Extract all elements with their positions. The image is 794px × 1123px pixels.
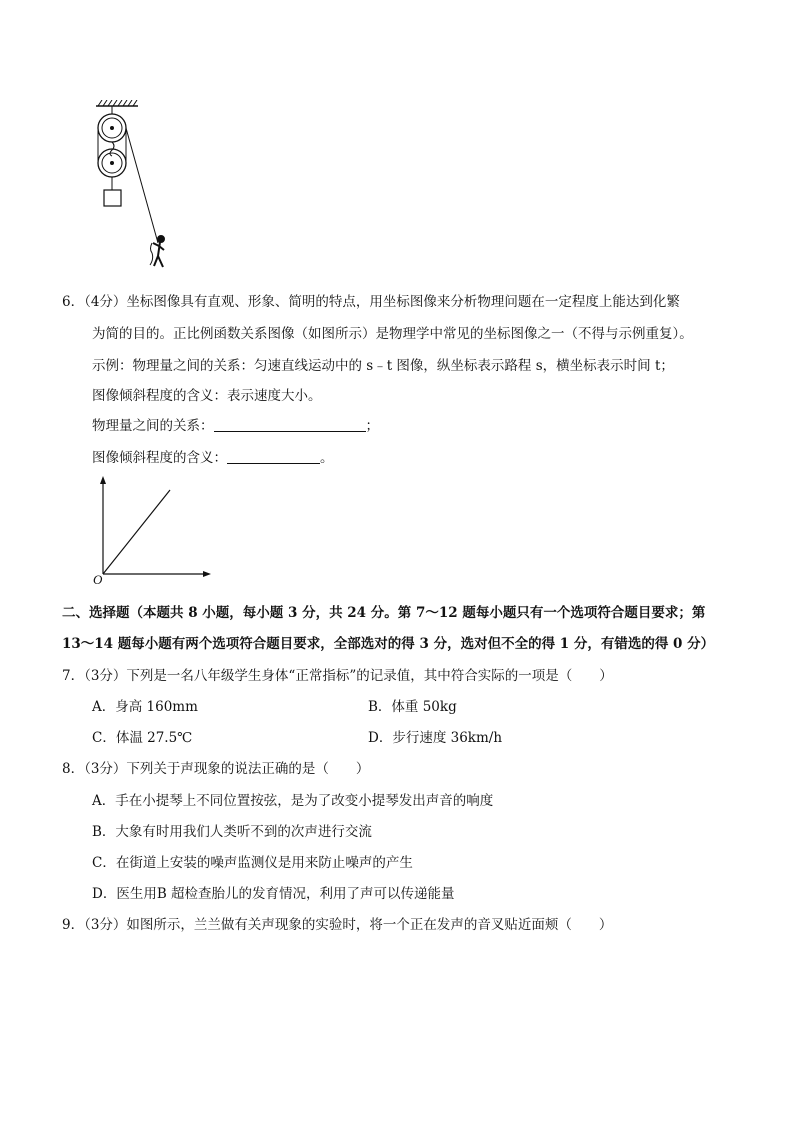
q6-answer-blank-2[interactable] — [227, 449, 320, 464]
proportional-graph — [92, 474, 217, 586]
ceiling-hatch — [98, 100, 137, 106]
y-axis-arrow — [100, 476, 106, 484]
x-axis-arrow — [203, 571, 211, 577]
q8-option-c[interactable]: C．在街道上安装的噪声监测仪是用来防止噪声的产生 — [92, 855, 413, 871]
origin-label: O — [93, 572, 103, 586]
section2-title-line1: 二、选择题（本题共 8 小题，每小题 3 分，共 24 分。第 7～12 题每小题只有一个选项符合题目要求；第 — [62, 605, 706, 621]
section2-title-line2: 13～14 题每小题有两个选项符合题目要求，全部选对的得 3 分，选对但不全的得 1 分，有错选的得 0 分） — [62, 636, 715, 652]
q7-option-b[interactable]: B．体重 50kg — [368, 699, 457, 715]
q9-stem: 9．（3分）如图所示，兰兰做有关声现象的实验时，将一个正在发声的音叉贴近面颊（ ） — [62, 917, 613, 933]
weight-block — [104, 190, 121, 206]
q6-answer-blank-1[interactable] — [214, 417, 366, 432]
q7-option-a[interactable]: A．身高 160mm — [92, 699, 198, 715]
q7-option-c[interactable]: C．体温 27.5℃ — [92, 730, 193, 746]
pulley-figure — [92, 100, 182, 275]
q8-option-d[interactable]: D．医生用B 超检查胎儿的发育情况，利用了声可以传递能量 — [92, 886, 455, 902]
q6-fill-slope-label: 图像倾斜程度的含义： — [92, 450, 227, 466]
q8-option-a[interactable]: A．手在小提琴上不同位置按弦，是为了改变小提琴发出声音的响度 — [92, 793, 494, 809]
q6-example-relation: 示例：物理量之间的关系：匀速直线运动中的 s﹣t 图像，纵坐标表示路程 s，横坐标表示时间 t； — [92, 358, 674, 374]
q6-fill-slope-end: 。 — [320, 450, 334, 466]
rope — [126, 128, 158, 243]
q6-fill-relation-end: ； — [365, 418, 379, 434]
q6-stem-line1: 6．（4分）坐标图像具有直观、形象、简明的特点，用坐标图像来分析物理问题在一定程度上能达到化繁 — [62, 294, 680, 310]
q6-fill-relation — [92, 414, 379, 434]
q6-fill-relation-label: 物理量之间的关系： — [92, 418, 214, 434]
proportional-line — [103, 490, 170, 574]
q7-option-d[interactable]: D．步行速度 36km/h — [368, 730, 503, 746]
q7-stem: 7．（3分）下列是一名八年级学生身体“正常指标”的记录值，其中符合实际的一项是（ ） — [62, 668, 613, 684]
q8-option-b[interactable]: B．大象有时用我们人类听不到的次声进行交流 — [92, 824, 372, 840]
q6-fill-slope — [92, 446, 334, 466]
q6-example-slope: 图像倾斜程度的含义：表示速度大小。 — [92, 388, 322, 404]
q8-stem: 8．（3分）下列关于声现象的说法正确的是（ ） — [62, 761, 370, 777]
q6-stem-line2: 为简的目的。正比例函数关系图像（如图所示）是物理学中常见的坐标图像之一（不得与示例重复）。 — [92, 326, 693, 342]
